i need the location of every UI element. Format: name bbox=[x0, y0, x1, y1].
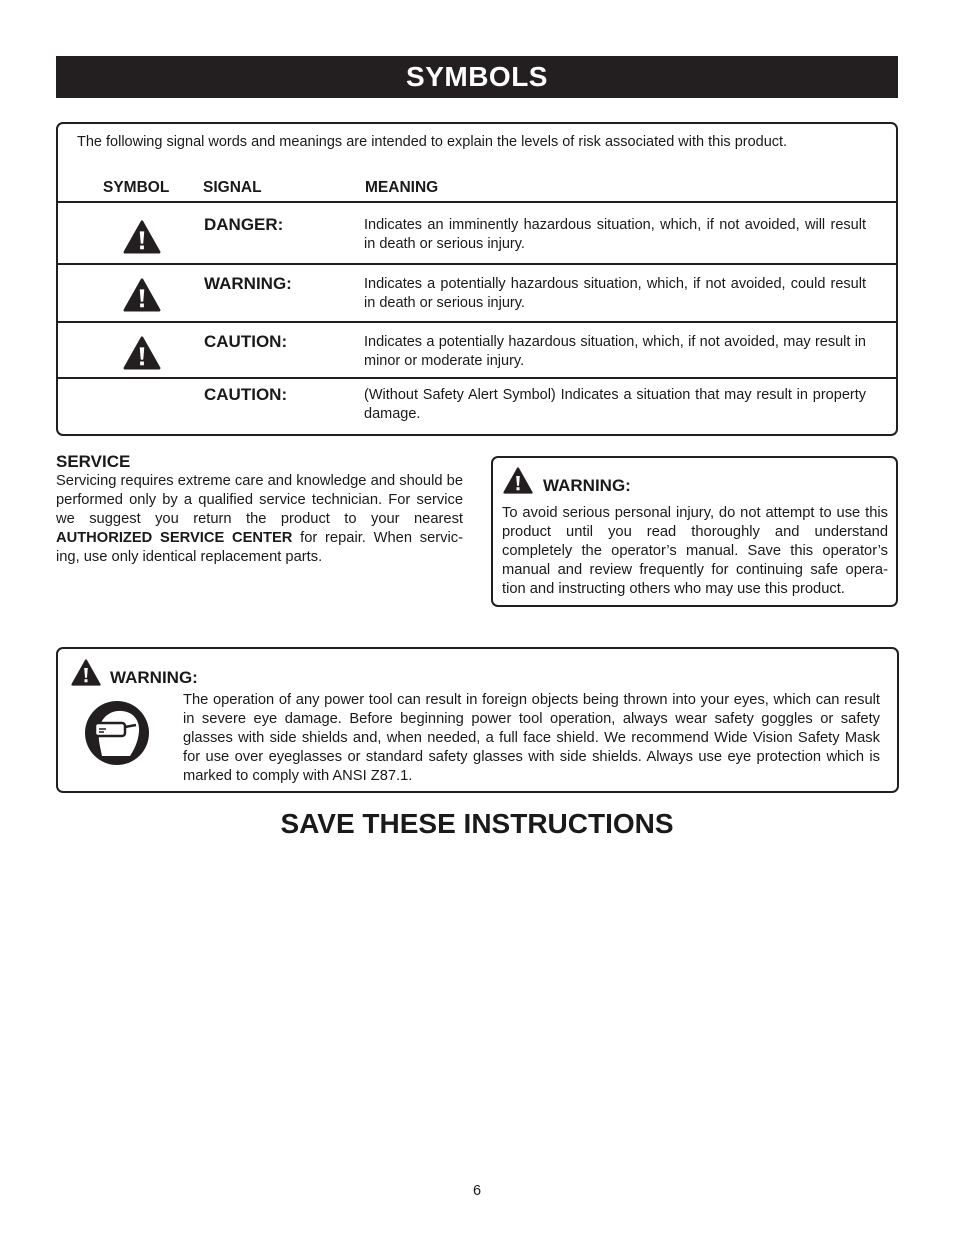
row-divider bbox=[58, 321, 896, 323]
header-symbol: SYMBOL bbox=[103, 179, 170, 196]
save-instructions-heading: SAVE THESE INSTRUCTIONS bbox=[280, 808, 674, 839]
safety-alert-icon bbox=[71, 659, 101, 686]
service-text: for repair. When servic-ing, use only identical replacement parts. bbox=[56, 530, 463, 565]
signal-word: CAUTION: bbox=[204, 332, 288, 351]
warning-title: WARNING: bbox=[543, 476, 631, 495]
warning-text: The operation of any power tool can result in foreign objects being thrown into your eyes, which can result in severe eye damage. Before beginning power tool operation, always wear safety goggles or safety glasses with side shields and, when needed, a full face shield. We recommend Wide Vision Safety Mask for use over eyeglasses or standard safety glasses with side shields. Always use eye protection which is marked to comply with ANSI Z87.1. bbox=[183, 692, 880, 784]
service-text: Servicing requires extreme care and knowledge and should be performed only by a qualified service technician. For service we suggest you return the product to your nearest bbox=[56, 473, 463, 527]
symbols-intro: The following signal words and meanings are intended to explain the levels of risk associated with this product. bbox=[77, 134, 788, 150]
safety-alert-icon bbox=[123, 336, 161, 370]
signal-word: DANGER: bbox=[204, 215, 284, 234]
signal-word: CAUTION: bbox=[204, 385, 288, 404]
service-heading: SERVICE bbox=[56, 452, 131, 471]
signal-word: WARNING: bbox=[204, 274, 292, 293]
service-center-emphasis: AUTHORIZED SERVICE CENTER bbox=[56, 530, 293, 546]
safety-goggles-icon bbox=[84, 700, 150, 766]
signal-meaning: (Without Safety Alert Symbol) Indicates a situation that may result in property damage. bbox=[364, 387, 866, 422]
eye-protection-warning-box bbox=[56, 647, 899, 793]
warning-text: To avoid serious personal injury, do not attempt to use this product until you read thoroughly and understand completely the operator’s manual. Save this operator’s manual and review frequently for continuing safe opera-tion and instructing others who may use this product. bbox=[502, 505, 888, 597]
row-divider bbox=[58, 263, 896, 265]
symbols-table bbox=[56, 122, 898, 436]
section-title: SYMBOLS bbox=[406, 61, 548, 92]
row-divider bbox=[58, 377, 896, 379]
warning-title: WARNING: bbox=[110, 668, 198, 687]
signal-meaning: Indicates a potentially hazardous situation, which, if not avoided, could result in death or serious injury. bbox=[364, 276, 866, 311]
service-body bbox=[56, 472, 463, 567]
safety-alert-icon bbox=[123, 278, 161, 312]
row-divider bbox=[58, 201, 896, 203]
header-signal: SIGNAL bbox=[203, 179, 262, 196]
signal-meaning: Indicates a potentially hazardous situation, which, if not avoided, may result in minor or moderate injury. bbox=[364, 334, 866, 369]
page-number: 6 bbox=[472, 1183, 482, 1199]
signal-meaning: Indicates an imminently hazardous situation, which, if not avoided, will result in death or serious injury. bbox=[364, 217, 866, 252]
safety-alert-icon bbox=[123, 220, 161, 254]
safety-alert-icon bbox=[503, 467, 533, 494]
symbols-banner bbox=[56, 56, 898, 98]
manual-warning-box bbox=[491, 456, 898, 607]
header-meaning: MEANING bbox=[365, 179, 439, 196]
